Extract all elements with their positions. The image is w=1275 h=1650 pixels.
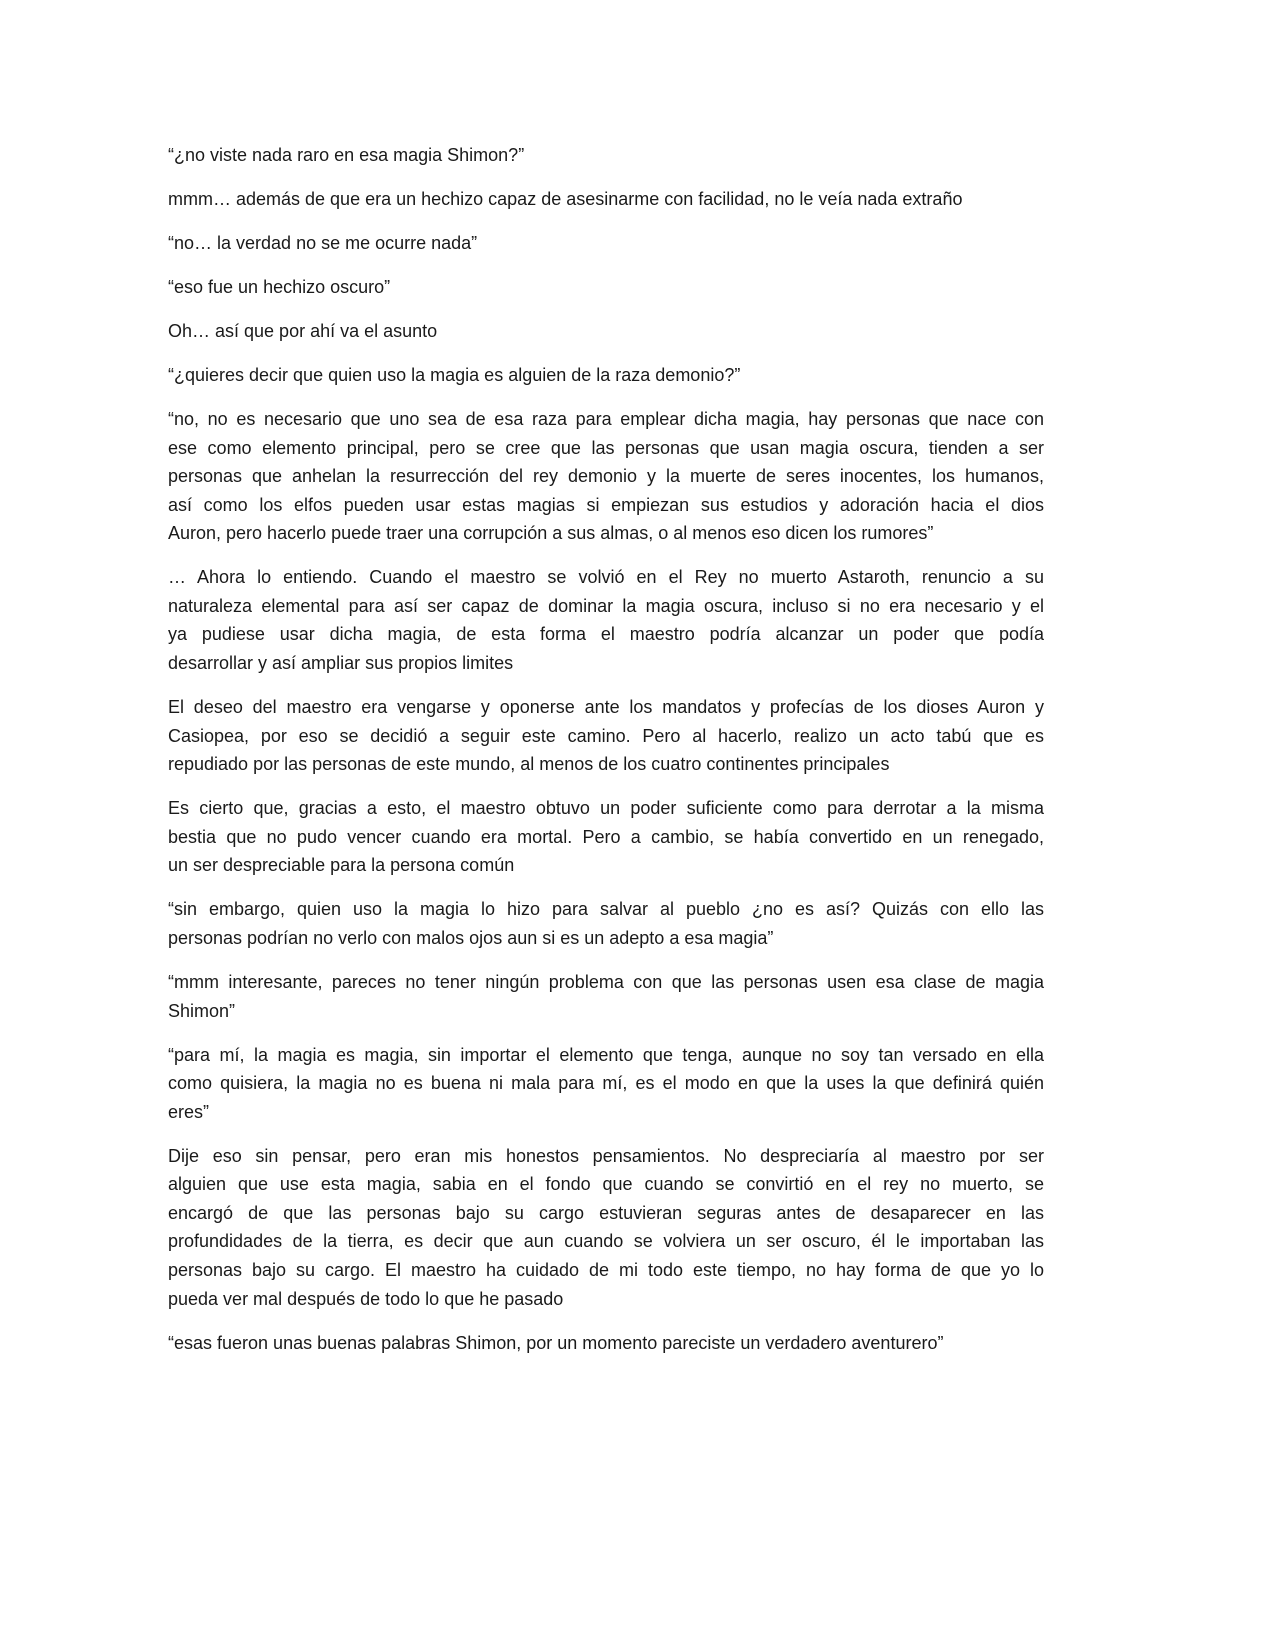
text-line: un ser despreciable para la persona común <box>168 855 515 876</box>
paragraph <box>168 693 1044 779</box>
text-line: repudiado por las personas de este mundo, al menos de los cuatro continentes principales <box>168 754 890 775</box>
text-line: personas que anhelan la resurrección del rey demonio y la muerte de seres inocentes, los humanos, <box>168 466 1044 487</box>
paragraph <box>168 141 1044 170</box>
text-line: “mmm interesante, pareces no tener ningún problema con que las personas usen esa clase de magia <box>168 971 1044 992</box>
text-line: Oh… así que por ahí va el asunto <box>168 320 438 341</box>
text-line: “esas fueron unas buenas palabras Shimon, por un momento pareciste un verdadero aventurero” <box>168 1332 944 1353</box>
text-line: Auron, pero hacerlo puede traer una corrupción a sus almas, o al menos eso dicen los rumores” <box>168 523 934 544</box>
paragraph <box>168 1041 1044 1127</box>
paragraph <box>168 563 1044 677</box>
text-line: naturaleza elemental para así ser capaz de dominar la magia oscura, incluso si no era necesario y el <box>168 595 1044 616</box>
text-line: “no, no es necesario que uno sea de esa raza para emplear dicha magia, hay personas que nace con <box>168 408 1044 429</box>
text-line: Shimon” <box>168 1000 236 1021</box>
text-line: “¿no viste nada raro en esa magia Shimon?” <box>168 145 525 165</box>
paragraph <box>168 1329 1044 1358</box>
paragraph <box>168 185 1044 214</box>
paragraph <box>168 794 1044 880</box>
paragraph <box>168 229 1044 258</box>
text-line: … Ahora lo entiendo. Cuando el maestro se volvió en el Rey no muerto Astaroth, renuncio a su <box>168 567 1044 588</box>
text-line: mmm… además de que era un hechizo capaz de asesinarme con facilidad, no le veía nada extraño <box>168 188 963 209</box>
text-line: Casiopea, por eso se decidió a seguir este camino. Pero al hacerlo, realizo un acto tabú que es <box>168 725 1044 746</box>
text-line: “¿quieres decir que quien uso la magia es alguien de la raza demonio?” <box>168 364 741 385</box>
text-line: encargó de que las personas bajo su cargo estuvieran seguras antes de desaparecer en las <box>168 1202 1044 1223</box>
paragraph <box>168 895 1044 952</box>
text-line: alguien que use esta magia, sabia en el fondo que cuando se convirtió en el rey no muerto, se <box>168 1174 1044 1195</box>
text-line: pueda ver mal después de todo lo que he pasado <box>168 1288 564 1309</box>
paragraph <box>168 405 1044 548</box>
text-line: “no… la verdad no se me ocurre nada” <box>168 232 478 253</box>
text-line: El deseo del maestro era vengarse y oponerse ante los mandatos y profecías de los dioses Auron y <box>168 697 1044 718</box>
text-line: ese como elemento principal, pero se cree que las personas que usan magia oscura, tienden a ser <box>168 437 1044 458</box>
paragraph <box>168 273 1044 302</box>
text-line: personas bajo su cargo. El maestro ha cuidado de mi todo este tiempo, no hay forma de que yo lo <box>168 1260 1044 1281</box>
text-line: profundidades de la tierra, es decir que aun cuando se volviera un ser oscuro, él le importaban las <box>168 1231 1044 1252</box>
text-line: Dije eso sin pensar, pero eran mis honestos pensamientos. No despreciaría al maestro por ser <box>168 1145 1044 1166</box>
paragraph <box>168 968 1044 1025</box>
paragraph <box>168 361 1044 390</box>
text-line: personas podrían no verlo con malos ojos aun si es un adepto a esa magia” <box>168 927 774 948</box>
text-line: eres” <box>168 1101 210 1122</box>
paragraph <box>168 317 1044 346</box>
text-line: bestia que no pudo vencer cuando era mortal. Pero a cambio, se había convertido en un renegado, <box>168 826 1044 847</box>
text-line: como quisiera, la magia no es buena ni mala para mí, es el modo en que la uses la que definirá quién <box>168 1073 1044 1094</box>
paragraph <box>168 1142 1044 1314</box>
document-page <box>168 141 1044 1373</box>
text-line: “para mí, la magia es magia, sin importar el elemento que tenga, aunque no soy tan versado en ella <box>168 1044 1044 1065</box>
text-line: Es cierto que, gracias a esto, el maestro obtuvo un poder suficiente como para derrotar a la misma <box>168 798 1044 819</box>
text-line: desarrollar y así ampliar sus propios limites <box>168 653 514 674</box>
text-line: “sin embargo, quien uso la magia lo hizo para salvar al pueblo ¿no es así? Quizás con ello las <box>168 899 1044 920</box>
text-line: ya pudiese usar dicha magia, de esta forma el maestro podría alcanzar un poder que podía <box>168 624 1044 645</box>
text-line: así como los elfos pueden usar estas magias si empiezan sus estudios y adoración hacia el dios <box>168 494 1044 515</box>
text-line: “eso fue un hechizo oscuro” <box>168 276 391 297</box>
